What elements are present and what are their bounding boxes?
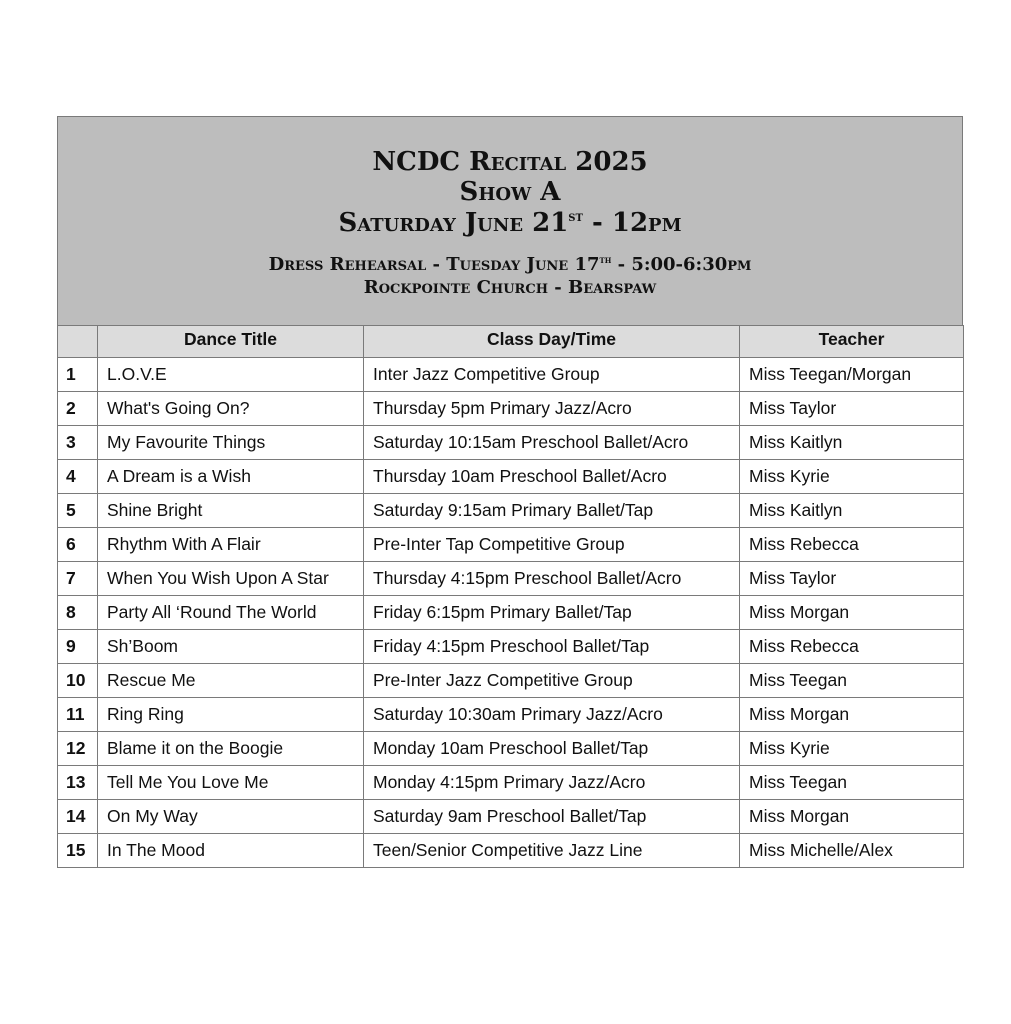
class-day-time: Teen/Senior Competitive Jazz Line [364, 834, 740, 868]
header-class-day-time: Class Day/Time [364, 326, 740, 358]
recital-schedule [57, 116, 963, 868]
dance-title: A Dream is a Wish [98, 460, 364, 494]
teacher: Miss Kyrie [740, 460, 964, 494]
dance-title: L.O.V.E [98, 358, 364, 392]
header-teacher: Teacher [740, 326, 964, 358]
class-day-time: Friday 4:15pm Preschool Ballet/Tap [364, 630, 740, 664]
teacher: Miss Morgan [740, 698, 964, 732]
class-day-time: Inter Jazz Competitive Group [364, 358, 740, 392]
class-day-time: Saturday 10:15am Preschool Ballet/Acro [364, 426, 740, 460]
dance-title: What's Going On? [98, 392, 364, 426]
show-date [58, 207, 962, 239]
teacher: Miss Kyrie [740, 732, 964, 766]
row-number: 12 [58, 732, 98, 766]
dance-table [57, 325, 964, 868]
row-number: 11 [58, 698, 98, 732]
header-number [58, 326, 98, 358]
teacher: Miss Taylor [740, 392, 964, 426]
teacher: Miss Kaitlyn [740, 426, 964, 460]
schedule-banner [57, 116, 963, 325]
row-number: 1 [58, 358, 98, 392]
class-day-time: Friday 6:15pm Primary Ballet/Tap [364, 596, 740, 630]
teacher: Miss Morgan [740, 800, 964, 834]
class-day-time: Pre-Inter Jazz Competitive Group [364, 664, 740, 698]
row-number: 2 [58, 392, 98, 426]
class-day-time: Monday 10am Preschool Ballet/Tap [364, 732, 740, 766]
table-row [58, 392, 964, 426]
row-number: 10 [58, 664, 98, 698]
rehearsal-time: - 5:00-6:30pm [611, 254, 752, 275]
rehearsal-text: Dress Rehearsal - Tuesday June 17 [268, 254, 600, 275]
dance-title: Shine Bright [98, 494, 364, 528]
class-day-time: Thursday 5pm Primary Jazz/Acro [364, 392, 740, 426]
rehearsal-location: Rockpointe Church - Bearspaw [363, 277, 657, 298]
dance-title: When You Wish Upon A Star [98, 562, 364, 596]
table-row [58, 426, 964, 460]
dance-title: In The Mood [98, 834, 364, 868]
dress-rehearsal [58, 253, 962, 276]
rehearsal-date-suffix: th [599, 255, 612, 267]
row-number: 15 [58, 834, 98, 868]
show-date-suffix: st [568, 209, 583, 225]
table-row [58, 630, 964, 664]
table-row [58, 562, 964, 596]
row-number: 6 [58, 528, 98, 562]
class-day-time: Thursday 10am Preschool Ballet/Acro [364, 460, 740, 494]
header-dance-title: Dance Title [98, 326, 364, 358]
class-day-time: Monday 4:15pm Primary Jazz/Acro [364, 766, 740, 800]
dance-title: Blame it on the Boogie [98, 732, 364, 766]
table-row [58, 766, 964, 800]
class-day-time: Saturday 10:30am Primary Jazz/Acro [364, 698, 740, 732]
show-time: - 12pm [582, 208, 682, 238]
teacher: Miss Teegan [740, 766, 964, 800]
table-row [58, 494, 964, 528]
dance-title: My Favourite Things [98, 426, 364, 460]
table-header-row [58, 326, 964, 358]
teacher: Miss Rebecca [740, 528, 964, 562]
table-row [58, 698, 964, 732]
row-number: 7 [58, 562, 98, 596]
recital-title: NCDC Recital 2025 [372, 147, 648, 177]
table-row [58, 800, 964, 834]
class-day-time: Pre-Inter Tap Competitive Group [364, 528, 740, 562]
teacher: Miss Michelle/Alex [740, 834, 964, 868]
class-day-time: Thursday 4:15pm Preschool Ballet/Acro [364, 562, 740, 596]
row-number: 13 [58, 766, 98, 800]
row-number: 4 [58, 460, 98, 494]
table-row [58, 528, 964, 562]
teacher: Miss Rebecca [740, 630, 964, 664]
class-day-time: Saturday 9am Preschool Ballet/Tap [364, 800, 740, 834]
dance-title: Rescue Me [98, 664, 364, 698]
table-row [58, 460, 964, 494]
table-row [58, 358, 964, 392]
dance-title: Tell Me You Love Me [98, 766, 364, 800]
row-number: 3 [58, 426, 98, 460]
row-number: 8 [58, 596, 98, 630]
teacher: Miss Teegan/Morgan [740, 358, 964, 392]
table-row [58, 596, 964, 630]
row-number: 14 [58, 800, 98, 834]
table-row [58, 664, 964, 698]
class-day-time: Saturday 9:15am Primary Ballet/Tap [364, 494, 740, 528]
teacher: Miss Teegan [740, 664, 964, 698]
show-date-text: Saturday June 21 [338, 208, 569, 238]
dance-title: On My Way [98, 800, 364, 834]
row-number: 5 [58, 494, 98, 528]
dance-title: Sh’Boom [98, 630, 364, 664]
dance-title: Ring Ring [98, 698, 364, 732]
row-number: 9 [58, 630, 98, 664]
dance-title: Rhythm With A Flair [98, 528, 364, 562]
table-row [58, 732, 964, 766]
show-name: Show A [459, 177, 561, 207]
teacher: Miss Kaitlyn [740, 494, 964, 528]
table-row [58, 834, 964, 868]
teacher: Miss Morgan [740, 596, 964, 630]
dance-title: Party All ‘Round The World [98, 596, 364, 630]
teacher: Miss Taylor [740, 562, 964, 596]
